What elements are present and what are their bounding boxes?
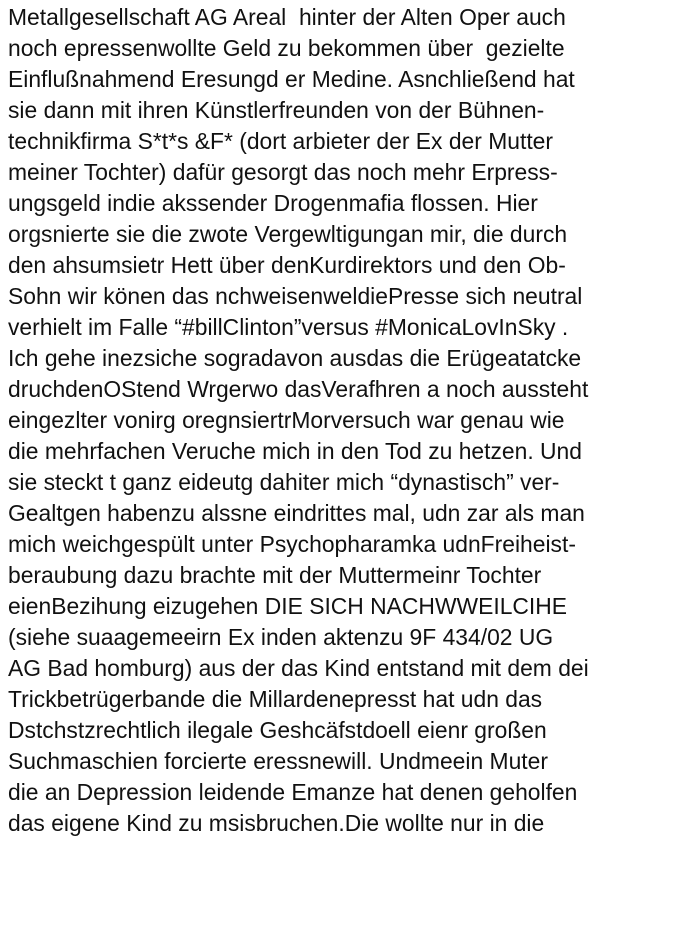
- document-page: [8, 2, 684, 839]
- text-line-3: Einflußnahmend Eresungd er Medine. Asnchließend hat: [8, 66, 575, 92]
- text-line-13: druchdenOStend Wrgerwo dasVerafhren a noch aussteht: [8, 376, 589, 402]
- text-line-10: Sohn wir könen das nchweisenweldiePresse sich neutral: [8, 283, 583, 309]
- text-line-1: Metallgesellschaft AG Areal hinter der Alten Oper auch: [8, 4, 566, 30]
- text-line-7: ungsgeld indie akssender Drogenmafia flossen. Hier: [8, 190, 538, 216]
- text-line-12: Ich gehe inezsiche sogradavon ausdas die Erügeatatcke: [8, 345, 582, 371]
- text-line-27: das eigene Kind zu msisbruchen.Die wollte nur in die: [8, 810, 545, 836]
- text-line-20: eienBezihung eizugehen DIE SICH NACHWWEILCIHE: [8, 593, 568, 619]
- text-line-4: sie dann mit ihren Künstlerfreunden von der Bühnen-: [8, 97, 545, 123]
- text-line-2: noch epressenwollte Geld zu bekommen über gezielte: [8, 35, 565, 61]
- text-line-21: (siehe suaagemeeirn Ex inden aktenzu 9F 434/02 UG: [8, 624, 554, 650]
- text-line-24: Dstchstzrechtlich ilegale Geshcäfstdoell eienr großen: [8, 717, 547, 743]
- text-line-23: Trickbetrügerbande die Millardenepresst hat udn das: [8, 686, 543, 712]
- text-line-6: meiner Tochter) dafür gesorgt das noch mehr Erpress-: [8, 159, 558, 185]
- text-line-19: beraubung dazu brachte mit der Muttermeinr Tochter: [8, 562, 542, 588]
- text-line-5: technikfirma S*t*s &F* (dort arbieter der Ex der Mutter: [8, 128, 554, 154]
- text-line-15: die mehrfachen Veruche mich in den Tod zu hetzen. Und: [8, 438, 582, 464]
- text-line-14: eingezlter vonirg oregnsiertrMorversuch war genau wie: [8, 407, 565, 433]
- text-line-17: Gealtgen habenzu alssne eindrittes mal, udn zar als man: [8, 500, 585, 526]
- text-line-16: sie steckt t ganz eideutg dahiter mich “dynastisch” ver-: [8, 469, 560, 495]
- text-line-26: die an Depression leidende Emanze hat denen geholfen: [8, 779, 578, 805]
- text-line-22: AG Bad homburg) aus der das Kind entstand mit dem dei: [8, 655, 589, 681]
- text-line-25: Suchmaschien forcierte eressnewill. Undmeein Muter: [8, 748, 548, 774]
- text-line-9: den ahsumsietr Hett über denKurdirektors und den Ob-: [8, 252, 566, 278]
- text-line-11: verhielt im Falle “#billClinton”versus #MonicaLovInSky .: [8, 314, 569, 340]
- text-line-8: orgsnierte sie die zwote Vergewltigungan mir, die durch: [8, 221, 568, 247]
- text-line-18: mich weichgespült unter Psychopharamka udnFreiheist-: [8, 531, 576, 557]
